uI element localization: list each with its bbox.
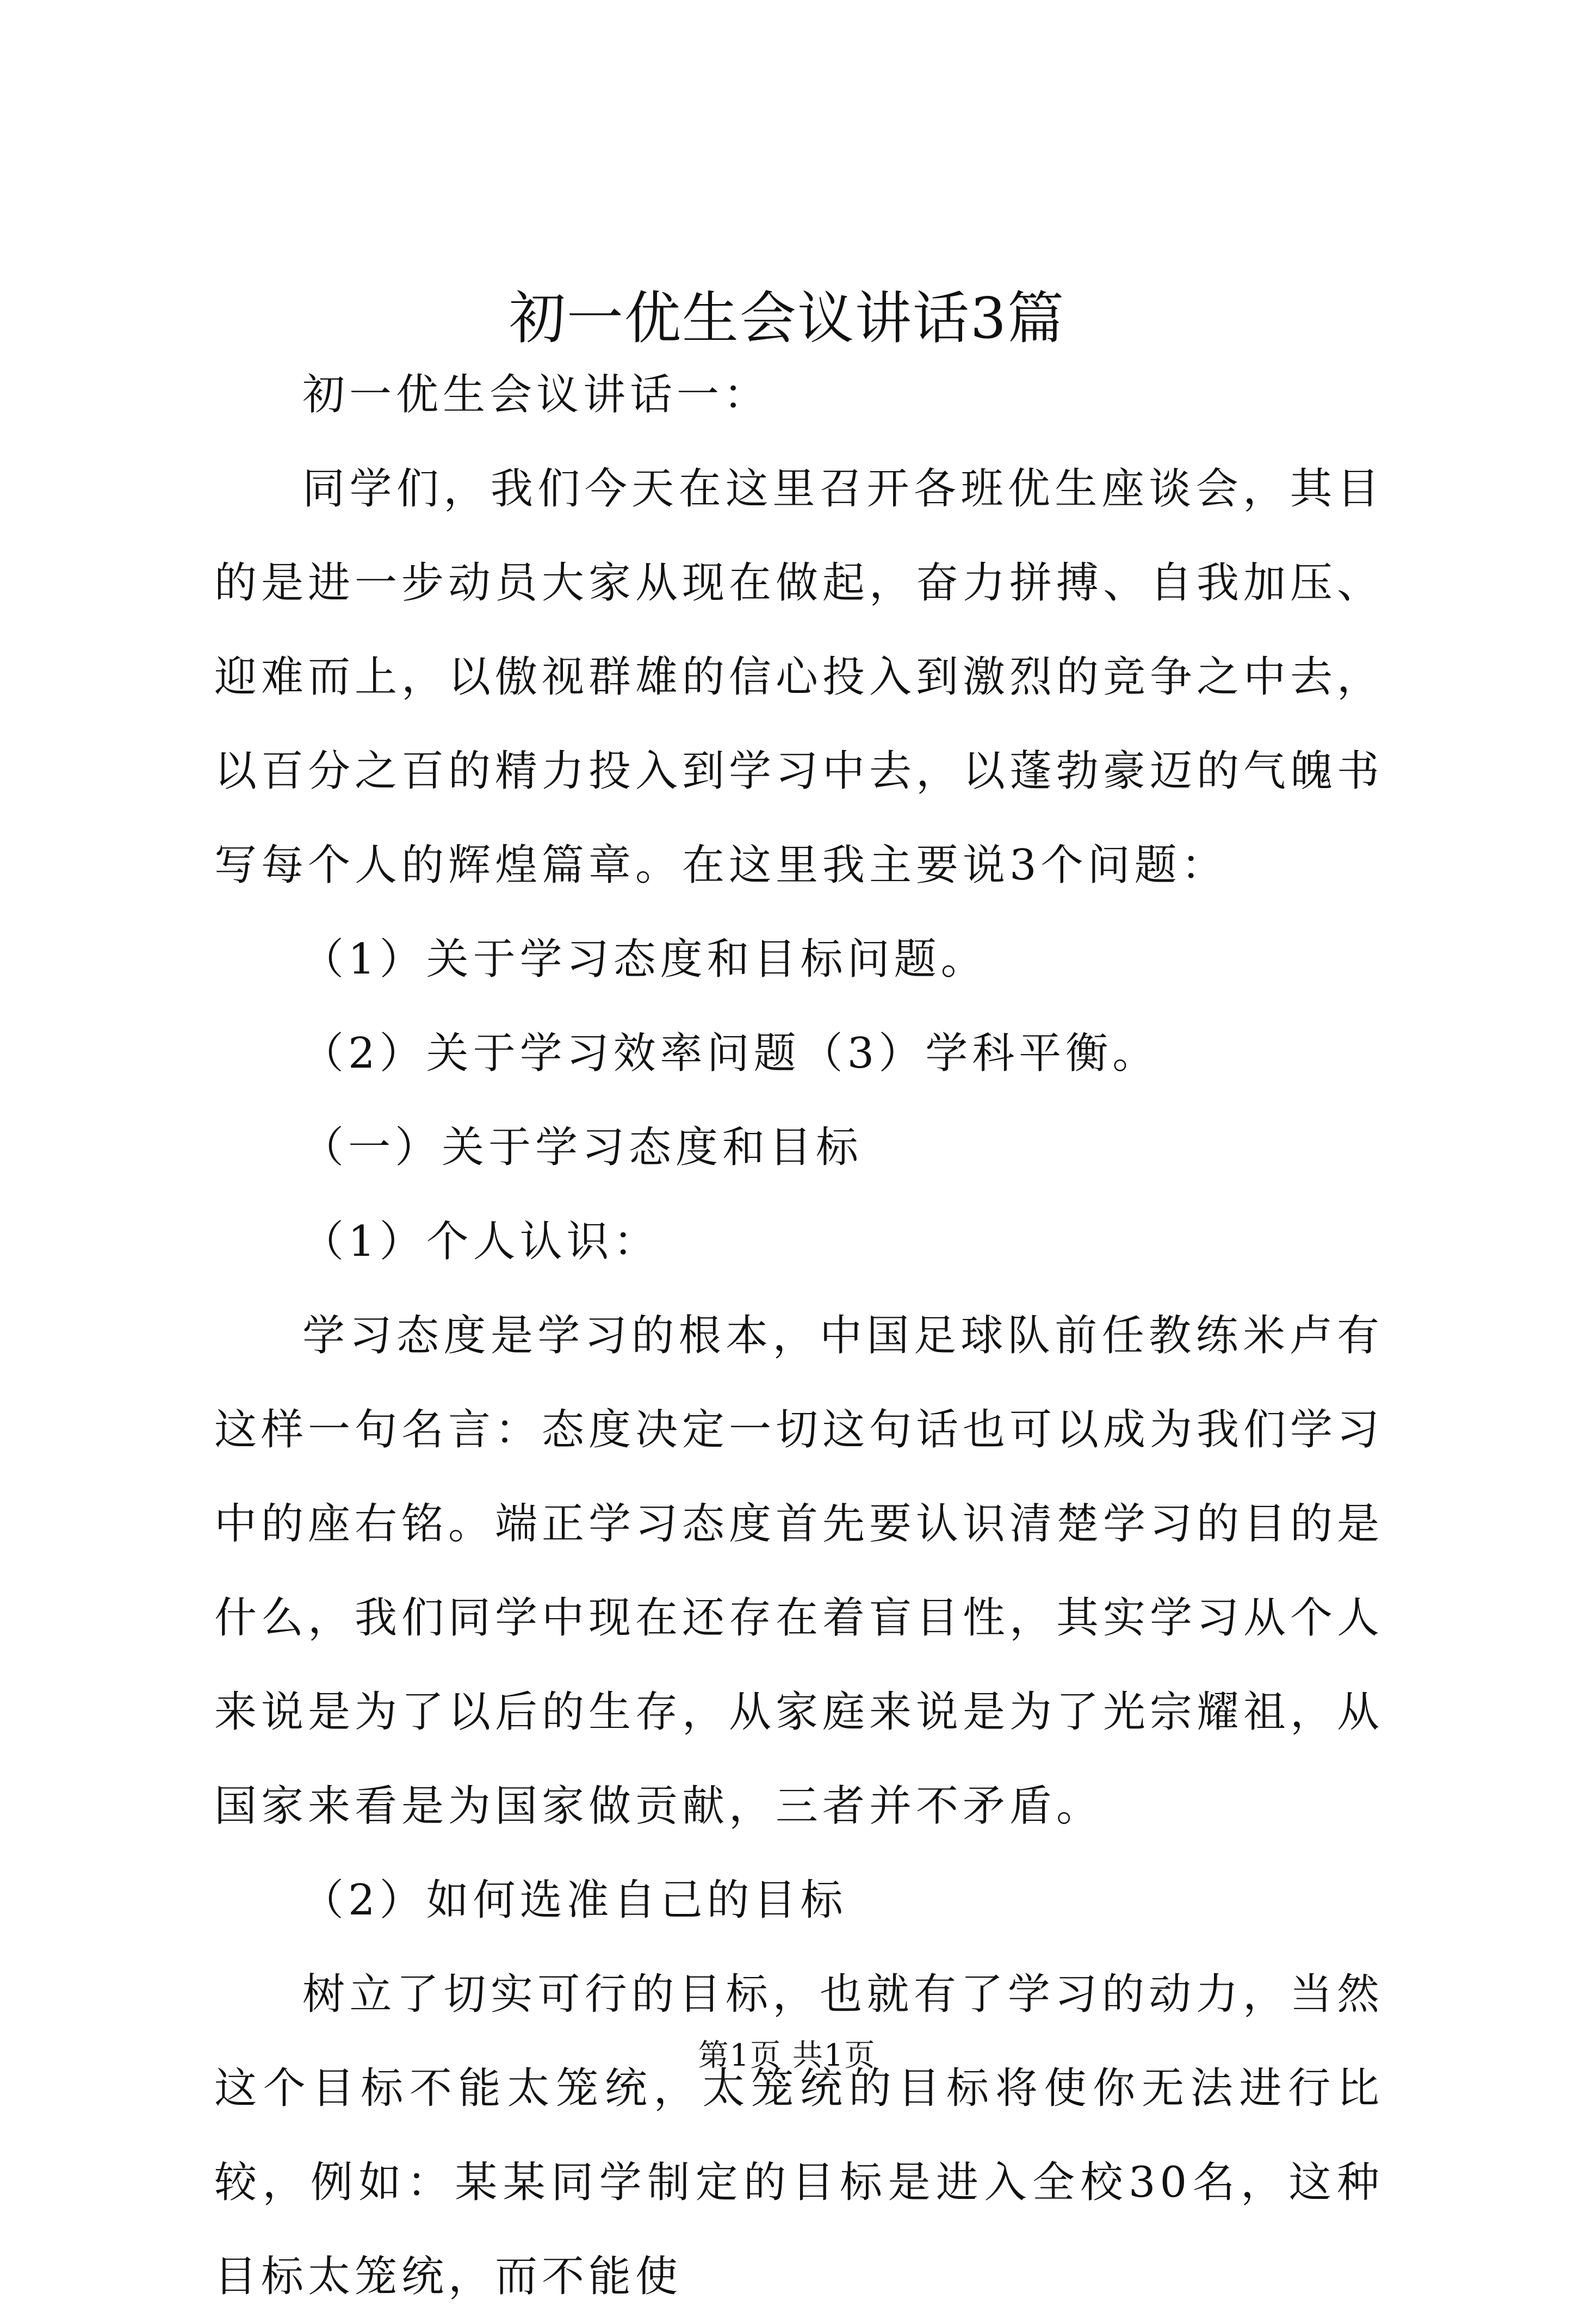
paragraph-item-1: （1）关于学习态度和目标问题。 [301, 935, 988, 984]
paragraph-attitude: 学习态度是学习的根本，中国足球队前任教练米卢有这样一句名言：态度决定一切这句话也可以成为我们学习中的座右铭。端正学习态度首先要认识清楚学习的目的是什么，我们同学中现在还存在着盲目性，其实学习从个人来说是为了以后的生存，从家庭来说是为了光宗耀祖，从国家来看是为国家做贡献，三者并不矛盾。 [214, 1311, 1384, 1831]
document-title: 初一优生会议讲话3篇 [509, 285, 1065, 351]
paragraph-goal: 树立了切实可行的目标，也就有了学习的动力，当然这个目标不能太笼统，太笼统的目标将使你无法进行比较，例如：某某同学制定的目标是进入全校30名，这种目标太笼统，而不能使 [214, 1970, 1384, 2301]
paragraph-intro: 同学们，我们今天在这里召开各班优生座谈会，其目的是进一步动员大家从现在做起，奋力拼搏、自我加压、迎难而上，以傲视群雄的信心投入到激烈的竞争之中去，以百分之百的精力投入到学习中去，以蓬勃豪迈的气魄书写每个人的辉煌篇章。在这里我主要说3个问题： [214, 464, 1384, 890]
paragraph-section-1: （一）关于学习态度和目标 [301, 1123, 863, 1172]
paragraph-item-2: （2）关于学习效率问题（3）学科平衡。 [301, 1029, 1160, 1078]
paragraph-subsection-2: （2）如何选准自己的目标 [301, 1876, 847, 1925]
page-footer: 第1页 共1页 [698, 2038, 876, 2073]
paragraph-subsection-1: （1）个人认识： [301, 1217, 660, 1266]
document-body [214, 348, 1384, 2324]
paragraph-speech-heading: 初一优生会议讲话一： [302, 370, 771, 419]
